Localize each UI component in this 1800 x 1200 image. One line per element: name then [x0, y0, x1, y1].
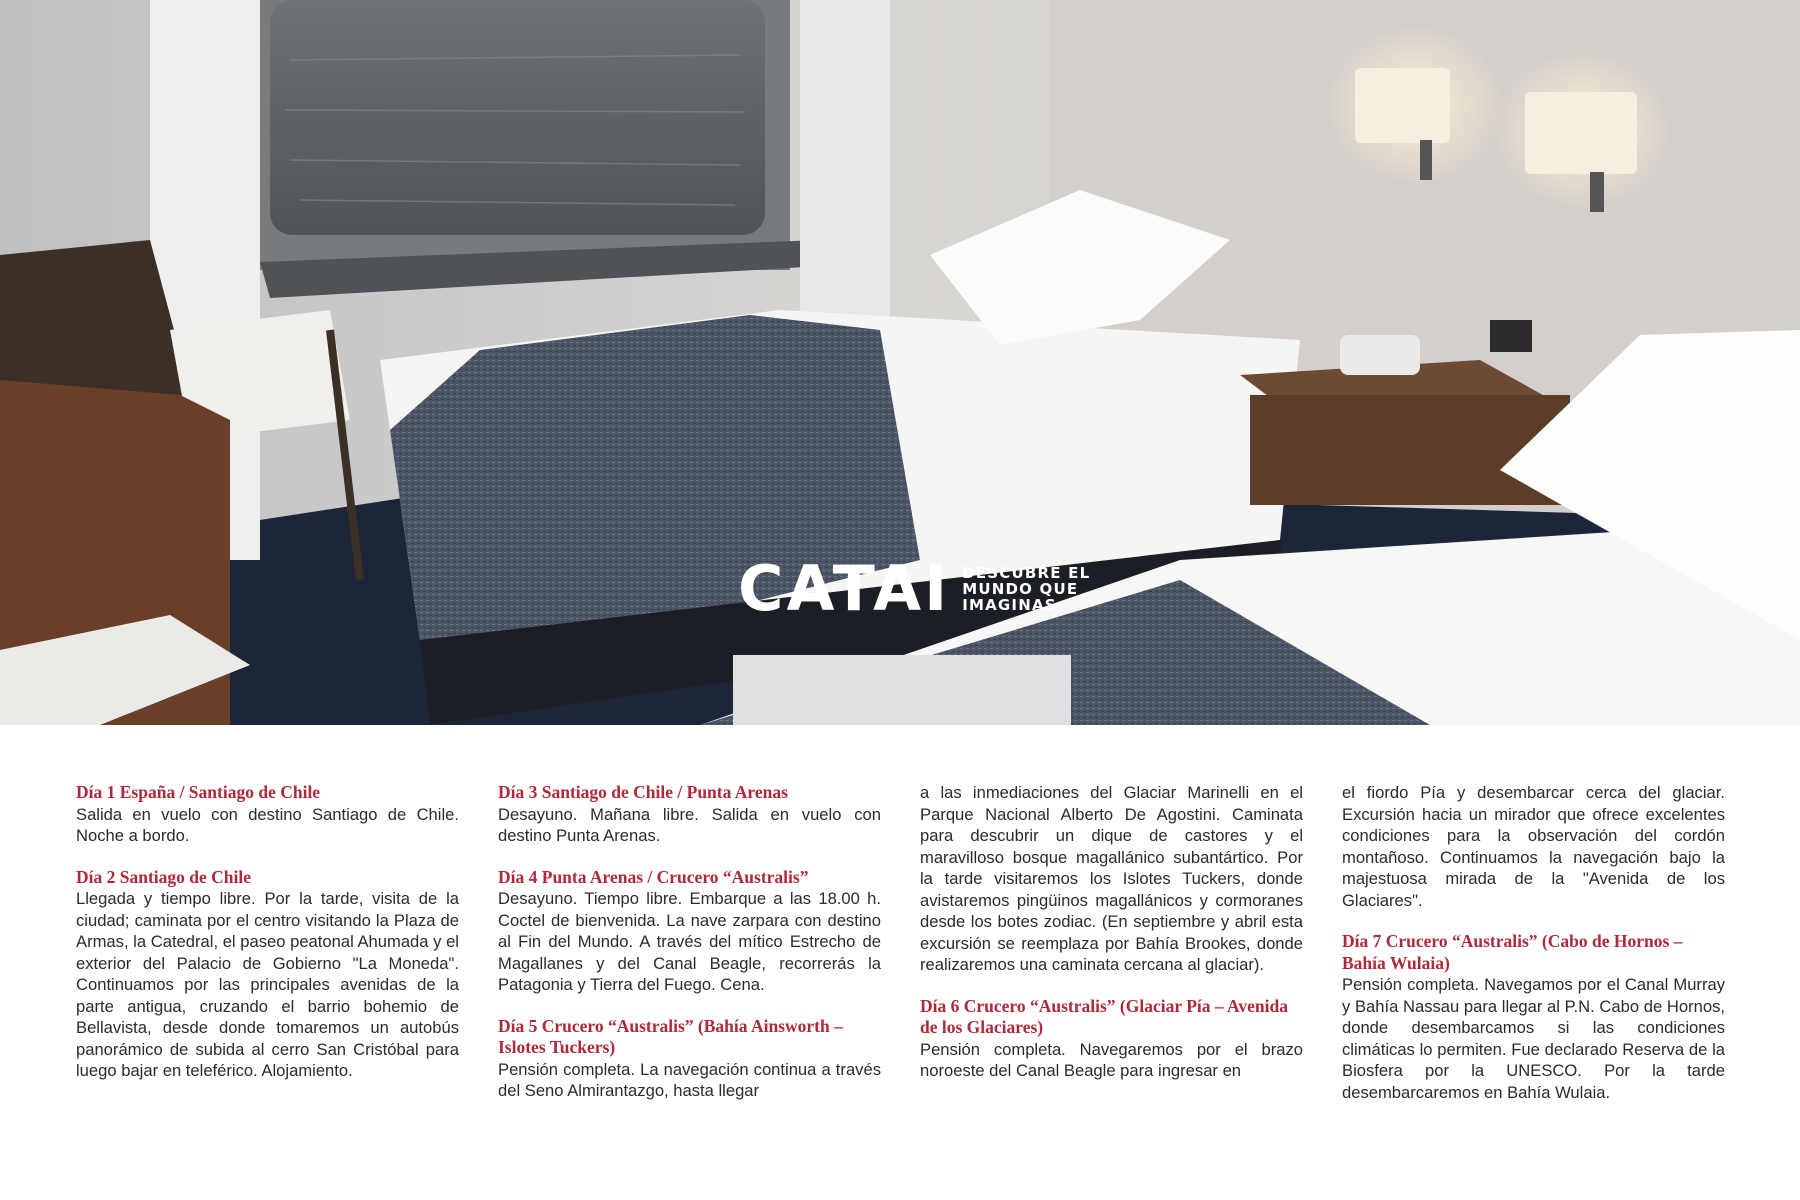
day-body: Pensión completa. Navegamos por el Canal Murray y Bahía Nassau para llegar al P.N. Cabo de Hornos, donde desembarcamos si las condiciones climáticas lo permiten. Fue declarado Reserva de la Biosfera por la UNESCO. Por la tarde desembarcaremos en Bahía Wulaia.: [1342, 975, 1725, 1102]
day-entry: [498, 1016, 881, 1102]
day-entry: [76, 782, 459, 847]
itinerary-column-4: [1342, 782, 1725, 1123]
day-title: Día 2 Santiago de Chile: [76, 866, 252, 887]
itinerary-column-1: [76, 782, 459, 1102]
day-body: Pensión completa. La navegación continua a través del Seno Almirantazgo, hasta llegar: [498, 1059, 881, 1100]
day-title: Día 1 España / Santiago de Chile: [76, 782, 321, 802]
curtain-right: [800, 0, 890, 330]
day-entry: [920, 996, 1303, 1082]
tagline-line: MUNDO QUE: [962, 580, 1079, 598]
brand-logo: [738, 552, 1091, 625]
day-entry: [1342, 931, 1725, 1103]
itinerary-column-2: [498, 782, 881, 1122]
sea-view: [270, 0, 765, 235]
day-body: Desayuno. Mañana libre. Salida en vuelo con destino Punta Arenas.: [498, 804, 881, 845]
tagline-line: DESCUBRE EL: [962, 564, 1091, 582]
continued-text: a las inmediaciones del Glaciar Marinelli en el Parque Nacional Alberto De Agostini. Caminata para descubrir un dique de castores y el maravilloso bosque magallánico subantártico. Por la tarde visitaremos los Islotes Tuckers, donde avistaremos pingüinos magallánicos y cormoranes desde los botes zodiac. (En septiembre y abril esta excursión se reemplaza por Bahía Brookes, donde realizaremos una caminata cercana al glaciar).: [920, 783, 1303, 974]
day-body: Desayuno. Tiempo libre. Embarque a las 18.00 h. Coctel de bienvenida. La nave zarpara con destino al Fin del Mundo. A través del mítico Estrecho de Magallanes y del Canal Beagle, recorrerás la Patagonia y Tierra del Fuego. Cena.: [498, 889, 881, 994]
itinerary-column-3: [920, 782, 1303, 1102]
wall-lamp-right: [1525, 92, 1637, 174]
brand-name: CATAI: [738, 552, 951, 625]
day-title: Día 4 Punta Arenas / Crucero “Australis”: [498, 866, 809, 887]
day-title: Día 3 Santiago de Chile / Punta Arenas: [498, 782, 788, 802]
tagline-line: IMAGINAS: [962, 596, 1057, 614]
continued-text: el fiordo Pía y desembarcar cerca del glaciar. Excursión hacia un mirador que ofrece excelentes condiciones para la observación del cordón montañoso. Continuamos la navegación bajo la majestuosa mirada de la "Avenida de los Glaciares".: [1342, 783, 1725, 910]
day-entry: [498, 782, 881, 847]
itinerary: [0, 782, 1800, 1142]
day-entry: [498, 867, 881, 996]
day-entry: [76, 867, 459, 1082]
day-title: Día 7 Crucero “Australis” (Cabo de Hornos – Bahía Wulaia): [1342, 931, 1683, 973]
day-body: Salida en vuelo con destino Santiago de Chile. Noche a bordo.: [76, 804, 459, 845]
brand-tagline: [962, 565, 1090, 613]
day-body: Pensión completa. Navegaremos por el brazo noroeste del Canal Beagle para ingresar en: [920, 1039, 1303, 1080]
day-title: Día 5 Crucero “Australis” (Bahía Ainsworth – Islotes Tuckers): [498, 1015, 843, 1057]
day-body: Llegada y tiempo libre. Por la tarde, visita de la ciudad; caminata por el centro visitando la Plaza de Armas, la Catedral, el paseo peatonal Ahumada y el exterior del Palacio de Gobierno "La Moneda". Continuamos por las principales avenidas de la parte antigua, cruzando el barrio bohemio de Bellavista, desde donde tomaremos un autobús panorámico de subida al cerro San Cristóbal para luego bajar en teleférico. Alojamiento.: [76, 889, 459, 1080]
telephone: [1340, 335, 1420, 375]
wall-lamp-left: [1355, 68, 1450, 143]
day-title: Día 6 Crucero “Australis” (Glaciar Pía – Avenida de los Glaciares): [920, 995, 1288, 1037]
placeholder-block: [733, 655, 1071, 725]
